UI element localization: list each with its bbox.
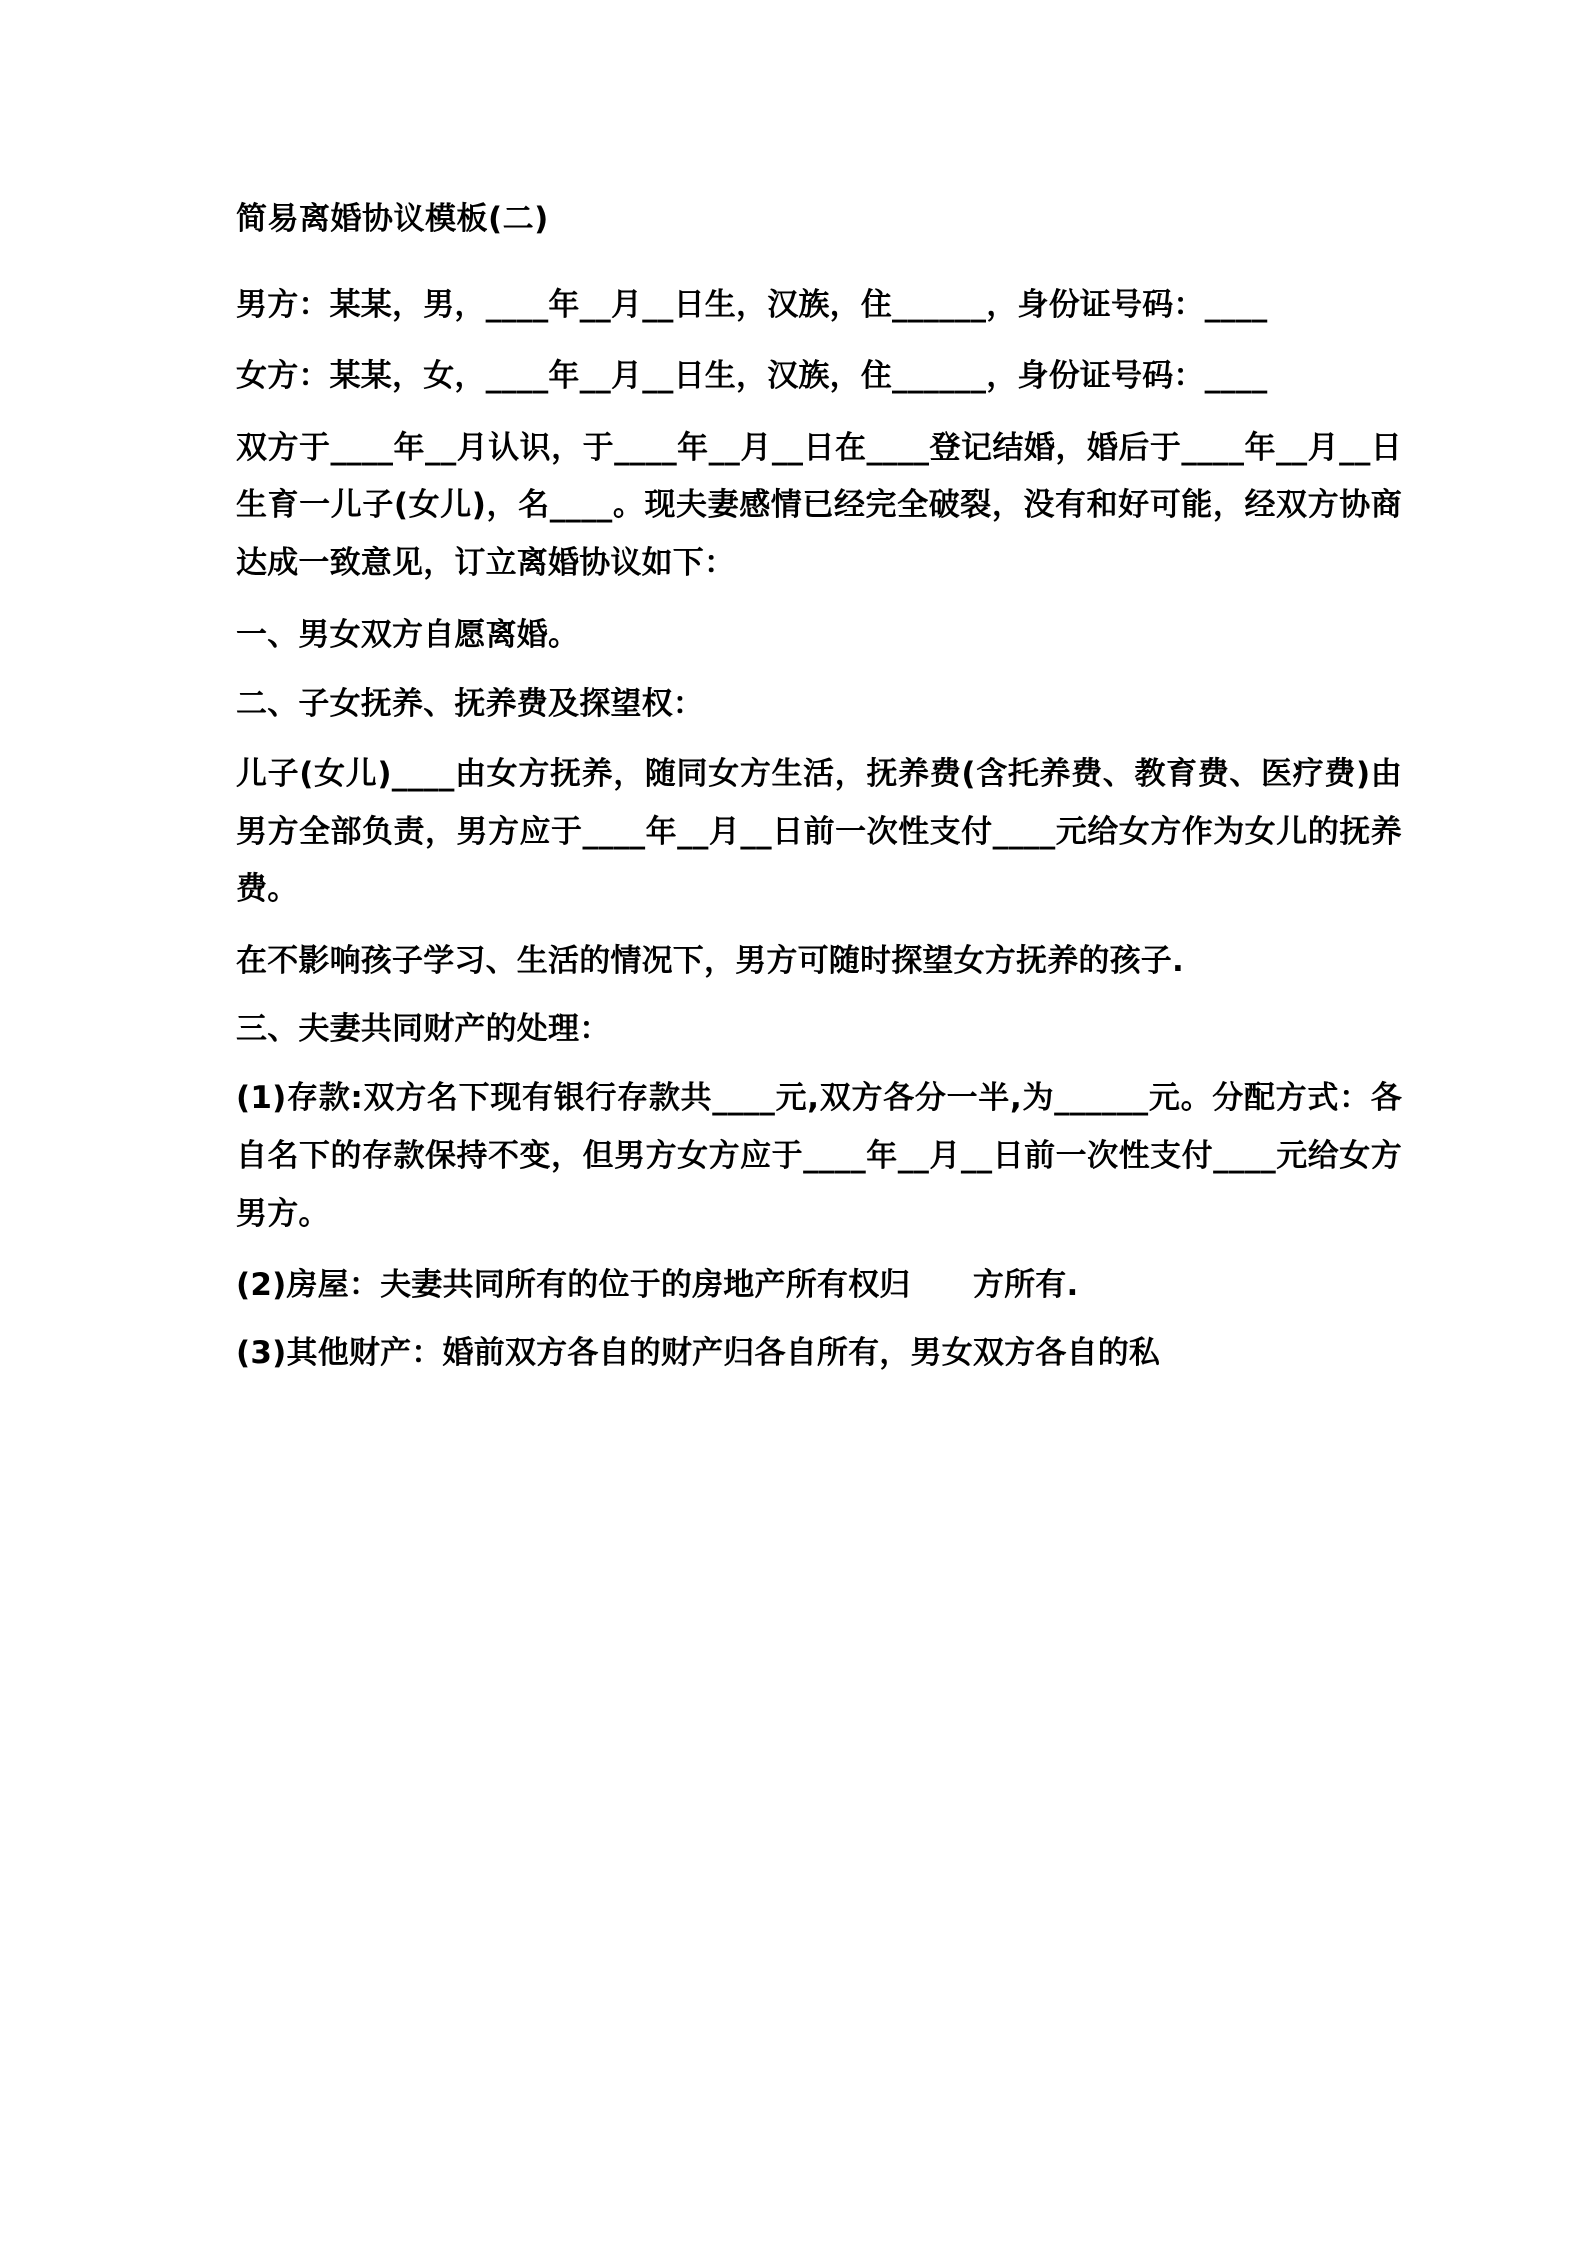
- clause-three-item-deposits: (1)存款:双方名下现有银行存款共____元,双方各分一半,为______元。分配方式：各自名下的存款保持不变，但男方女方应于____年__月__日前一次性支付____元给女方男方。: [236, 1080, 1402, 1232]
- clause-three-item-other-property: (3)其他财产：婚前双方各自的财产归各自所有，男女双方各自的私: [236, 1335, 1161, 1371]
- paragraph-female-party: 女方：某某，女，____年__月__日生，汉族，住______，身份证号码：____: [236, 358, 1268, 395]
- page-title: 简易离婚协议模板(二): [236, 201, 549, 237]
- clause-one-voluntary-divorce: 一、男女双方自愿离婚。: [236, 616, 580, 653]
- paragraph-marriage-background: 双方于____年__月认识，于____年__月__日在____登记结婚，婚后于____年__月__日生育一儿子(女儿)，名____。现夫妻感情已经完全破裂，没有和好可能，经双方协商达成一致意见，订立离婚协议如下：: [236, 429, 1402, 582]
- clause-three-heading: 三、夫妻共同财产的处理：: [236, 1010, 611, 1047]
- clause-three-item-house: (2)房屋：夫妻共同所有的位于的房地产所有权归 方所有.: [236, 1267, 1079, 1304]
- paragraph-male-party: 男方：某某，男，____年__月__日生，汉族，住______，身份证号码：____: [236, 286, 1268, 323]
- clause-two-heading: 二、子女抚养、抚养费及探望权：: [236, 686, 704, 723]
- clause-two-visitation: 在不影响孩子学习、生活的情况下，男方可随时探望女方抚养的孩子.: [236, 943, 1184, 980]
- clause-two-custody-details: 儿子(女儿)____由女方抚养，随同女方生活，抚养费(含托养费、教育费、医疗费)由男方全部负责，男方应于____年__月__日前一次性支付____元给女方作为女儿的抚养费。: [236, 756, 1402, 908]
